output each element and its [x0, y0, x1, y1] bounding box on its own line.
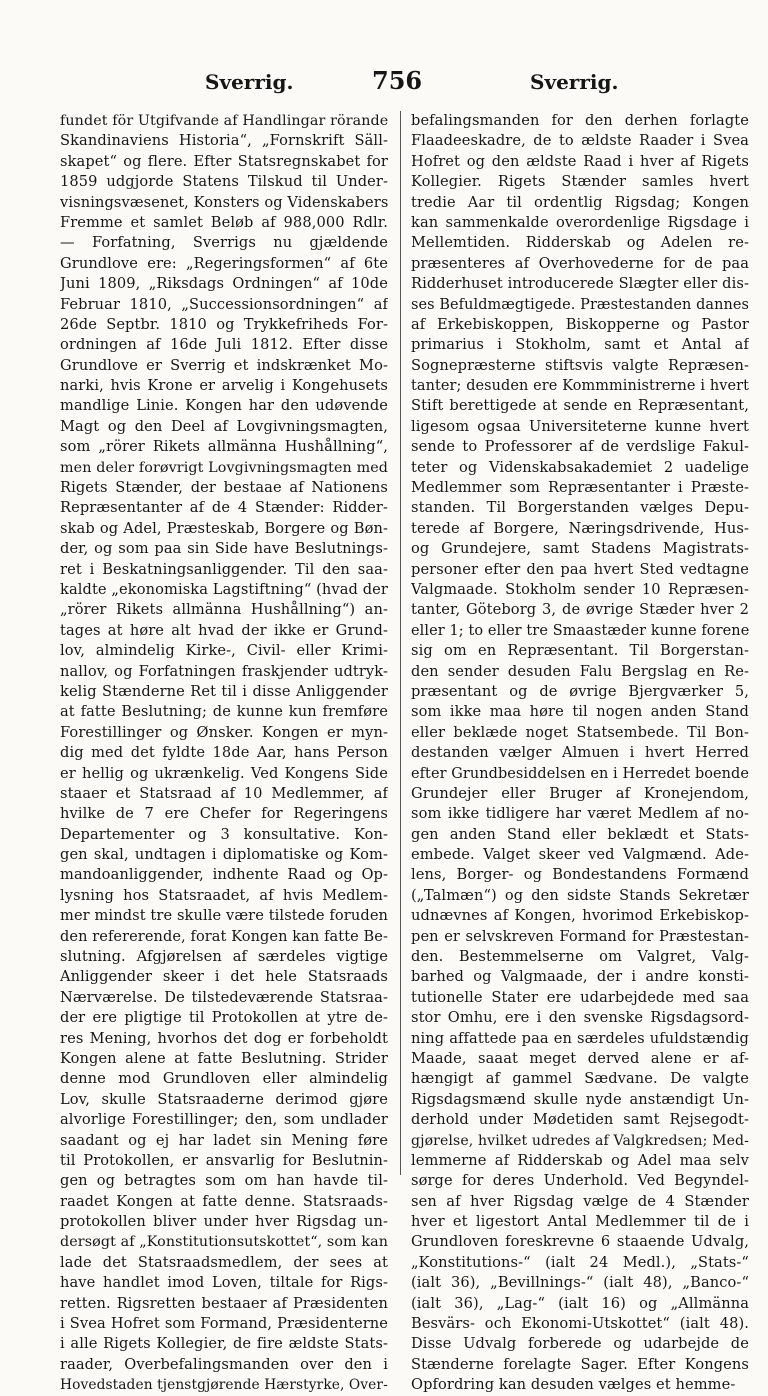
text-line: af Erkebiskoppen, Biskopperne og Pastor [411, 315, 749, 333]
text-line: nallov, og Forfatningen fraskjender udtryk- [60, 662, 388, 680]
text-line: mandlige Linie. Kongen har den udøvende [60, 397, 388, 415]
text-line: kaldte „ekonomiska Lagstiftning“ (hvad der [60, 580, 388, 598]
text-line: Valgmaade. Stokholm sender 10 Repræsen- [411, 580, 749, 598]
text-line: og Grundejere, samt Stadens Magistrats- [411, 540, 749, 558]
text-line: Repræsentanter af de 4 Stænder: Ridder- [60, 499, 388, 517]
text-line: raadet Kongen at fatte denne. Statsraads- [60, 1192, 388, 1210]
text-line: tredie Aar til ordentlig Rigsdag; Kongen [411, 193, 749, 211]
text-line: tanter, Göteborg 3, de øvrige Stæder hver 2 [411, 601, 749, 619]
text-line: pen er selvskreven Formand for Præstestan- [411, 927, 749, 945]
text-line: narki, hvis Krone er arvelig i Kongehusets [60, 377, 388, 395]
text-line: efter Grundbesiddelsen en i Herredet boende [411, 765, 749, 782]
text-line: mandoanliggender, indhente Raad og Op- [60, 866, 388, 884]
text-line: ses Befuldmægtigede. Præstestanden dannes [411, 296, 749, 313]
text-line: skapet“ og flere. Efter Statsregnskabet for [60, 152, 388, 170]
text-line: som ikke tidligere har været Medlem af no- [411, 805, 749, 823]
text-line: terede af Borgere, Næringsdrivende, Hus- [411, 519, 749, 537]
page-number: 756 [372, 66, 423, 95]
text-line: den. Bestemmelserne om Valgret, Valg- [411, 948, 749, 966]
text-line: ligesom ogsaa Universiteterne kunne hvert [411, 417, 749, 435]
text-line: Mellemtiden. Ridderskab og Adelen re- [411, 234, 749, 252]
text-line: Grundejer eller Bruger af Kronejendom, [411, 784, 749, 802]
text-line: er hellig og ukrænkelig. Ved Kongens Side [60, 764, 388, 782]
text-line: stor Omhu, ere i den svenske Rigsdagsord- [411, 1009, 749, 1027]
text-line: „rörer Rikets allmänna Hushållning“) an- [60, 601, 388, 619]
text-line: lov, almindelig Kirke-, Civil- eller Krimi- [60, 642, 388, 660]
text-line: dersøgt af „Konstitutionsutskottet“, som kan [60, 1234, 388, 1251]
text-line: ning affattede paa en særdeles ufuldstændig [411, 1029, 749, 1047]
text-line: primarius i Stokholm, samt et Antal af [411, 336, 749, 354]
text-line: hver et ligestort Antal Medlemmer til de i [411, 1213, 749, 1231]
text-line: Kongen alene at fatte Beslutning. Strider [60, 1049, 388, 1067]
text-line: Rigets Stænder, der bestaae af Nationens [60, 479, 388, 497]
text-line: Magt og den Deel af Lovgivningsmagten, [60, 417, 388, 435]
text-line: udnævnes af Kongen, hvorimod Erkebiskop- [411, 907, 749, 925]
text-line: Rigsdagsmænd skulle nyde anstændigt Un- [411, 1090, 749, 1108]
text-line: Flaadeeskadre, de to ældste Raader i Svea [411, 132, 749, 150]
text-line: Lov, skulle Statsraaderne derimod gjøre [60, 1090, 388, 1108]
text-line: tanter; desuden ere Kommministrerne i hvert [411, 378, 749, 395]
text-line: visningsvæsenet, Konsters og Videnskabers [60, 193, 388, 211]
text-line: tages at høre alt hvad der ikke er Grund- [60, 621, 388, 639]
text-line: den sender desuden Falu Bergslag en Re- [411, 662, 749, 680]
text-line: dig med det fyldte 18de Aar, hans Person [60, 744, 388, 762]
text-line: Grundlove er Sverrig et indskrænket Mo- [60, 356, 388, 374]
text-line: sen af hver Rigsdag vælge de 4 Stænder [411, 1192, 749, 1210]
text-line: have handlet imod Loven, tiltale for Rigs- [60, 1274, 388, 1292]
text-line: — Forfatning, Sverrigs nu gjældende [60, 234, 388, 252]
text-line: Sognepræsterne stiftsvis valgte Repræsen- [411, 356, 749, 374]
right-text-column [411, 111, 749, 1396]
text-line: fundet för Utgifvande af Handlingar rörande [60, 113, 388, 129]
text-line: Kollegier. Rigets Stænder samles hvert [411, 173, 749, 191]
text-line: „Konstitutions-“ (ialt 24 Medl.), „Stats-“ [411, 1253, 749, 1271]
header-right-title: Sverrig. [530, 70, 619, 94]
text-line: Stænderne forelagte Sager. Efter Kongens [411, 1355, 749, 1373]
text-line: gen anden Stand eller beklædt et Stats- [411, 825, 749, 843]
text-line: tutionelle Stater ere udarbejdede med saa [411, 988, 749, 1006]
text-line: denne mod Grundloven eller almindelig [60, 1070, 388, 1088]
text-line: Departementer og 3 konsultative. Kon- [60, 825, 388, 843]
text-line: Hovedstaden tjenstgjørende Hærstyrke, Over- [60, 1377, 388, 1394]
text-line: lens, Borger- og Bondestandens Formænd [411, 866, 749, 884]
text-line: som „rörer Rikets allmänna Hushållning“, [60, 438, 388, 456]
text-line: Disse Udvalg forberede og udarbejde de [411, 1335, 749, 1353]
text-line: der, og som paa sin Side have Beslutnings- [60, 540, 388, 558]
text-line: som ikke maa høre til nogen anden Stand [411, 703, 749, 721]
text-line: i alle Rigets Kollegier, de fire ældste Stats- [60, 1335, 388, 1353]
text-line: barhed og Valgmaade, der i andre konsti- [411, 968, 749, 986]
text-line: eller 1; to eller tre Smaastæder kunne forene [411, 622, 749, 639]
text-line: men deler forøvrigt Lovgivningsmagten med [60, 459, 388, 476]
text-line: Ridderhuset introducerede Slægter eller dis- [411, 275, 749, 293]
text-line: Juni 1809, „Riksdags Ordningen“ af 10de [60, 275, 388, 293]
text-line: den refererende, forat Kongen kan fatte Be- [60, 928, 388, 945]
text-line: sørge for deres Underhold. Ved Begyndel- [411, 1172, 749, 1190]
text-line: skab og Adel, Præsteskab, Borgere og Bøn- [60, 519, 388, 537]
text-line: lysning hos Statsraadet, af hvis Medlem- [60, 886, 388, 904]
text-line: til Protokollen, er ansvarlig for Beslutnin- [60, 1151, 388, 1169]
text-line: kan sammenkalde overordenlige Rigsdage i [411, 213, 749, 231]
text-line: Grundloven foreskrevne 6 staaende Udvalg, [411, 1233, 749, 1251]
text-line: præsentant og de øvrige Bjergværker 5, [411, 682, 749, 700]
text-line: ret i Beskatningsanliggender. Til den saa- [60, 560, 388, 578]
text-line: Grundlove ere: „Regeringsformen“ af 6te [60, 254, 388, 272]
text-line: hængigt af gammel Sædvane. De valgte [411, 1070, 749, 1088]
column-divider [400, 111, 401, 1175]
text-line: staaer et Statsraad af 10 Medlemmer, af [60, 784, 388, 802]
text-line: Forestillinger og Ønsker. Kongen er myn- [60, 723, 388, 741]
text-line: Hofret og den ældste Raad i hver af Rigets [411, 152, 749, 170]
text-line: standen. Til Borgerstanden vælges Depu- [411, 499, 749, 517]
text-line: slutning. Afgjørelsen af særdeles vigtige [60, 948, 388, 966]
text-line: hvilke de 7 ere Chefer for Regeringens [60, 805, 388, 823]
text-line: gen skal, undtagen i diplomatiske og Kom- [60, 846, 388, 864]
text-line: retten. Rigsretten bestaaer af Præsidenten [60, 1294, 388, 1312]
text-line: gjørelse, hvilket udredes af Valgkredsen; Med- [411, 1132, 749, 1149]
text-line: i Svea Hofret som Formand, Præsidenterne [60, 1315, 388, 1333]
left-text-column [60, 111, 388, 1396]
text-line: („Talmæn“) og den sidste Stands Sekretær [411, 886, 749, 904]
text-line: ordningen af 16de Juli 1812. Efter disse [60, 336, 388, 354]
text-line: lade det Statsraadsmedlem, der sees at [60, 1253, 388, 1271]
text-line: sende to Professorer af de verdslige Fakul- [411, 438, 749, 456]
text-line: embede. Valget skeer ved Valgmænd. Ade- [411, 846, 749, 864]
text-line: kelig Stænderne Ret til i disse Anliggender [60, 682, 388, 700]
text-line: der ere pligtige til Protokollen at ytre de- [60, 1009, 388, 1027]
text-line: Opfordring kan desuden vælges et hemme- [411, 1376, 736, 1394]
text-line: Anliggender skeer i det hele Statsraads [60, 968, 388, 986]
text-line: res Mening, hvorhos det dog er forbeholdt [60, 1029, 388, 1047]
text-line: protokollen bliver under hver Rigsdag un- [60, 1213, 388, 1231]
text-line: Nærværelse. De tilstedeværende Statsraa- [60, 988, 388, 1006]
text-line: personer efter den paa hvert Sted vedtagne [411, 560, 749, 578]
text-line: 1859 udgjorde Statens Tilskud til Under- [60, 173, 388, 191]
running-header [0, 66, 768, 100]
text-line: sig om en Repræsentant. Til Borgerstan- [411, 642, 749, 660]
text-line: 26de Septbr. 1810 og Trykkefriheds For- [60, 315, 388, 333]
text-line: Februar 1810, „Successionsordningen“ af [60, 295, 388, 313]
text-line: Stift berettigede at sende en Repræsentant, [411, 397, 749, 415]
text-line: destanden vælger Almuen i hvert Herred [411, 744, 749, 762]
text-line: gen og betragtes som om han havde til- [60, 1172, 388, 1190]
text-line: at fatte Beslutning; de kunne kun fremføre [60, 703, 388, 721]
text-line: (ialt 36), „Lag-“ (ialt 16) og „Allmänna [411, 1294, 749, 1312]
text-line: lemmerne af Ridderskab og Adel maa selv [411, 1151, 749, 1169]
text-line: Medlemmer som Repræsentanter i Præste- [411, 479, 749, 497]
text-line: eller beklæde noget Statsembede. Til Bon- [411, 723, 749, 741]
text-line: (ialt 36), „Bevillnings-“ (ialt 48), „Banco-“ [411, 1274, 749, 1292]
text-line: Besvärs- och Ekonomi-Utskottet“ (ialt 48). [411, 1315, 749, 1333]
text-line: befalingsmanden for den derhen forlagte [411, 112, 749, 129]
text-line: præsenteres af Overhovederne for de paa [411, 254, 749, 272]
text-line: mer mindst tre skulle være tilstede foruden [60, 907, 388, 925]
text-line: raader, Overbefalingsmanden over den i [60, 1355, 388, 1373]
text-line: Skandinaviens Historia“, „Fornskrift Säll- [60, 132, 388, 150]
text-line: saadant og ej har ladet sin Mening føre [60, 1131, 388, 1149]
text-line: Maade, saaat meget derved alene er af- [411, 1049, 749, 1067]
text-line: teter og Videnskabsakademiet 2 uadelige [411, 458, 749, 476]
text-line: alvorlige Forestillinger; den, som undlader [60, 1111, 388, 1129]
text-line: derhold under Mødetiden samt Rejsegodt- [411, 1111, 749, 1129]
header-left-title: Sverrig. [205, 70, 294, 94]
text-line: Fremme et samlet Beløb af 988,000 Rdlr. [60, 213, 388, 231]
